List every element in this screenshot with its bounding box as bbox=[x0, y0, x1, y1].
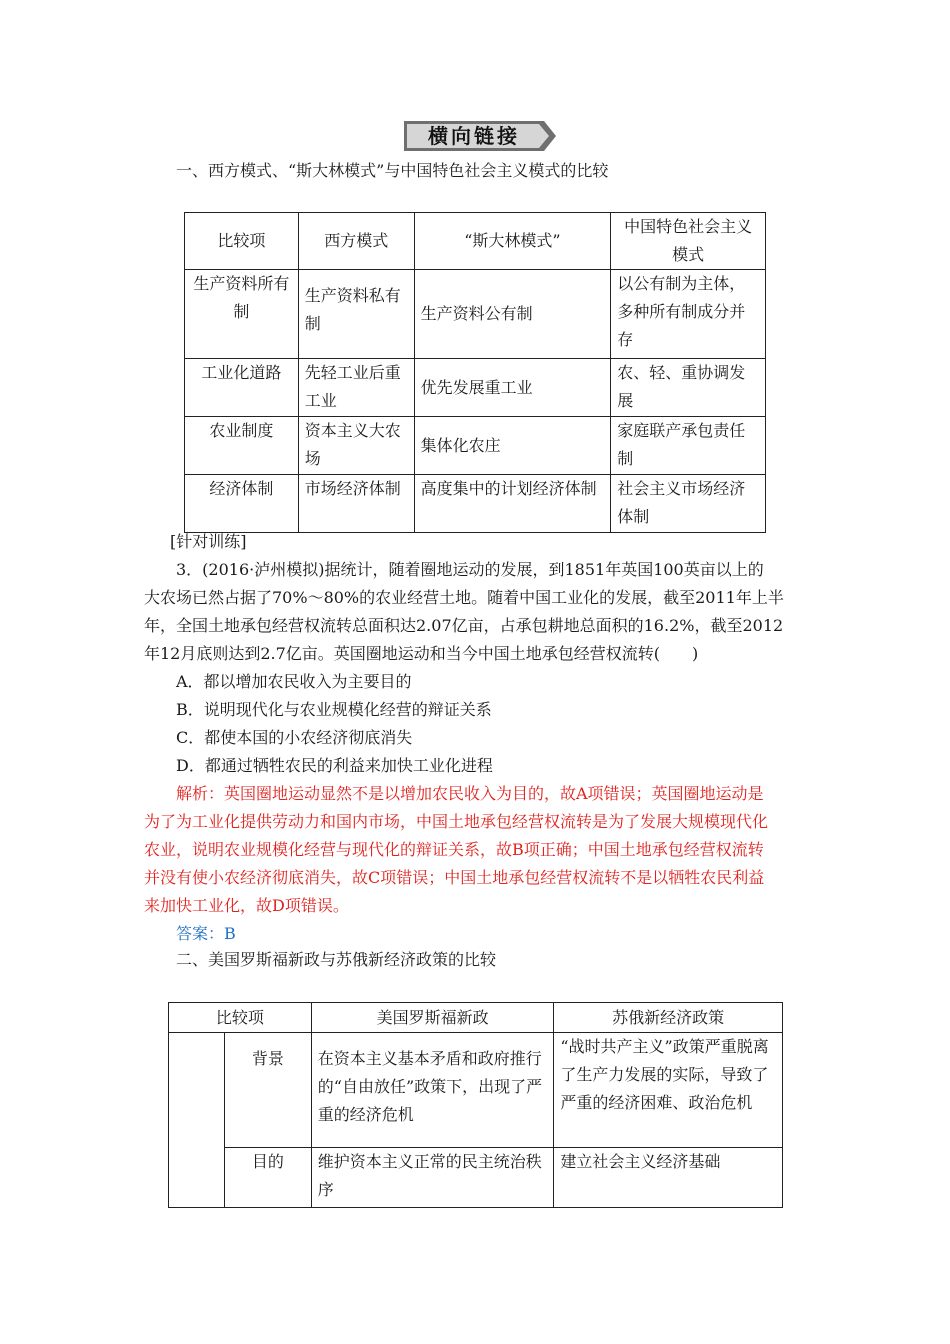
table-cell: “战时共产主义”政策严重脱离了生产力发展的实际，导致了严重的经济困难、政治危机 bbox=[554, 1033, 783, 1148]
question-line: 3．(2016·泸州模拟)据统计，随着圈地运动的发展，到1851年英国100英亩以上的 bbox=[176, 560, 764, 579]
table-header-cell: 中国特色社会主义模式 bbox=[611, 213, 766, 270]
row-label: 经济体制 bbox=[185, 475, 299, 533]
practice-label: [针对训练] bbox=[170, 532, 247, 551]
table-header-cell: 美国罗斯福新政 bbox=[311, 1003, 554, 1033]
table-cell: 家庭联产承包责任制 bbox=[611, 417, 766, 475]
question-line: 年，全国土地承包经营权流转总面积达2.07亿亩，占承包耕地总面积的16.2%，截至2012 bbox=[144, 616, 784, 635]
table-header-row bbox=[169, 1003, 783, 1033]
table-cell: 以公有制为主体，多种所有制成分并存 bbox=[611, 270, 766, 359]
row-label: 农业制度 bbox=[185, 417, 299, 475]
comparison-table-1 bbox=[184, 212, 766, 533]
table-row bbox=[185, 359, 766, 417]
section-banner bbox=[404, 121, 556, 151]
table-row bbox=[185, 417, 766, 475]
table-header-cell: 西方模式 bbox=[298, 213, 414, 270]
table-header-cell: “斯大林模式” bbox=[414, 213, 611, 270]
table-cell: 市场经济体制 bbox=[298, 475, 414, 533]
merged-blank-cell bbox=[169, 1033, 225, 1208]
table-cell: 集体化农庄 bbox=[414, 417, 611, 475]
table-cell: 生产资料私有制 bbox=[298, 270, 414, 359]
table-header-cell: 比较项 bbox=[169, 1003, 312, 1033]
option-a: A．都以增加农民收入为主要目的 bbox=[176, 672, 412, 691]
analysis-line: 来加快工业化，故D项错误。 bbox=[144, 896, 349, 915]
answer-text: 答案：B bbox=[176, 924, 236, 943]
table-cell: 先轻工业后重工业 bbox=[298, 359, 414, 417]
table-row bbox=[185, 270, 766, 359]
question-line: 大农场已然占据了70%～80%的农业经营土地。随着中国工业化的发展，截至2011年上半 bbox=[144, 588, 784, 607]
row-label: 工业化道路 bbox=[185, 359, 299, 417]
analysis-line: 并没有使小农经济彻底消失，故C项错误；中国土地承包经营权流转不是以牺牲农民利益 bbox=[144, 868, 765, 887]
table-cell: 建立社会主义经济基础 bbox=[554, 1148, 783, 1208]
table-cell: 优先发展重工业 bbox=[414, 359, 611, 417]
analysis-line: 为了为工业化提供劳动力和国内市场，中国土地承包经营权流转是为了发展大规模现代化 bbox=[144, 812, 769, 831]
table-cell: 农、轻、重协调发展 bbox=[611, 359, 766, 417]
section1-heading: 一、西方模式、“斯大林模式”与中国特色社会主义模式的比较 bbox=[176, 161, 609, 180]
row-label: 背景 bbox=[224, 1033, 311, 1148]
section2-heading: 二、美国罗斯福新政与苏俄新经济政策的比较 bbox=[176, 950, 497, 969]
table-row bbox=[169, 1033, 783, 1148]
table-cell: 在资本主义基本矛盾和政府推行的“自由放任”政策下，出现了严重的经济危机 bbox=[311, 1033, 554, 1148]
table-cell: 维护资本主义正常的民主统治秩序 bbox=[311, 1148, 554, 1208]
option-d: D．都通过牺牲农民的利益来加快工业化进程 bbox=[176, 756, 493, 775]
table-row bbox=[169, 1148, 783, 1208]
option-b: B．说明现代化与农业规模化经营的辩证关系 bbox=[176, 700, 492, 719]
table-cell: 高度集中的计划经济体制 bbox=[414, 475, 611, 533]
table-row bbox=[185, 475, 766, 533]
analysis-line: 解析：英国圈地运动显然不是以增加农民收入为目的，故A项错误；英国圈地运动是 bbox=[176, 784, 764, 803]
table-cell: 资本主义大农场 bbox=[298, 417, 414, 475]
table-cell: 社会主义市场经济体制 bbox=[611, 475, 766, 533]
row-label: 生产资料所有制 bbox=[185, 270, 299, 359]
table-header-row bbox=[185, 213, 766, 270]
table-header-cell: 比较项 bbox=[185, 213, 299, 270]
analysis-line: 农业，说明农业规模化经营与现代化的辩证关系，故B项正确；中国土地承包经营权流转 bbox=[144, 840, 764, 859]
option-c: C．都使本国的小农经济彻底消失 bbox=[176, 728, 413, 747]
row-label: 目的 bbox=[224, 1148, 311, 1208]
table-header-cell: 苏俄新经济政策 bbox=[554, 1003, 783, 1033]
table-cell: 生产资料公有制 bbox=[414, 270, 611, 359]
comparison-table-2 bbox=[168, 1002, 783, 1208]
question-line: 年12月底则达到2.7亿亩。英国圈地运动和当今中国土地承包经营权流转( ) bbox=[144, 644, 699, 663]
banner-title: 横向链接 bbox=[428, 124, 520, 148]
